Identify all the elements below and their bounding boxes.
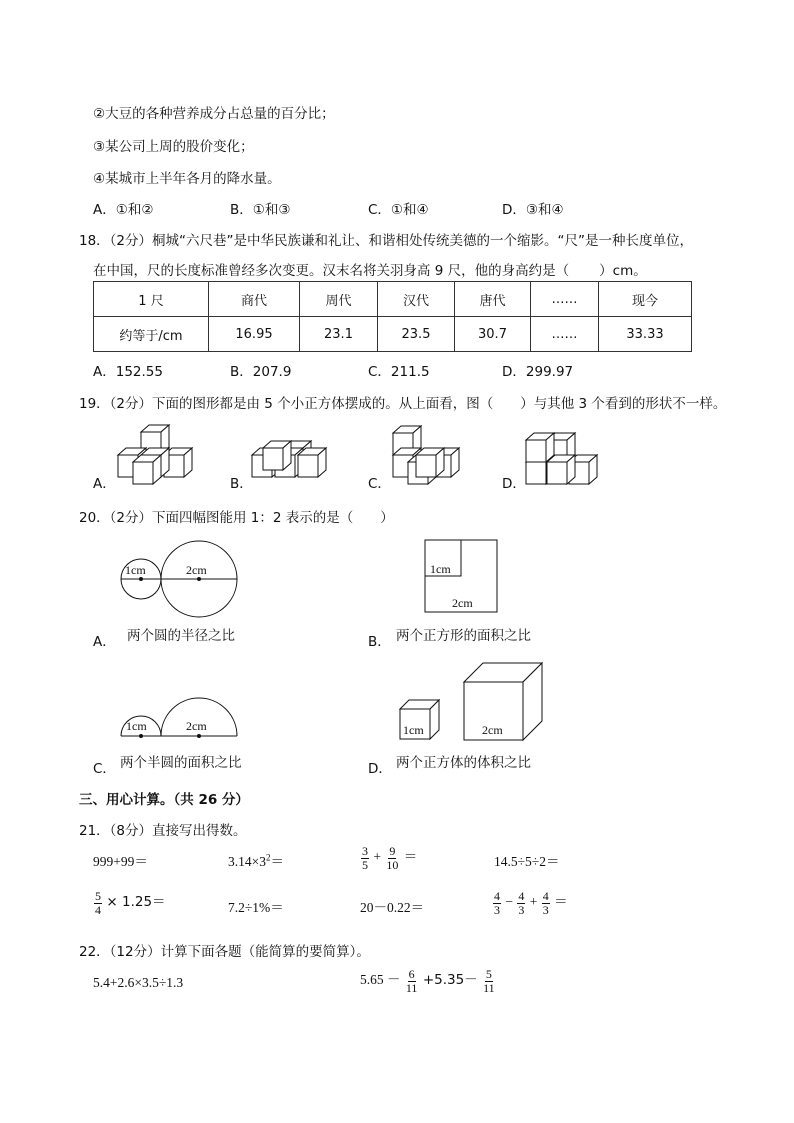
q20-d-large-label: 2cm — [482, 723, 503, 737]
table-cell: 23.1 — [300, 317, 378, 352]
q20-figure-a-circles[interactable] — [121, 541, 237, 617]
table-cell: 16.95 — [209, 317, 300, 352]
q21-r2-d — [492, 890, 568, 916]
q22-e2-pre: 5.65 － — [360, 972, 401, 988]
fraction — [493, 890, 501, 916]
fraction-numerator: 5 — [95, 889, 101, 903]
q20-b-small-label: 1cm — [430, 562, 451, 576]
table-cell: 1 尺 — [94, 282, 209, 317]
q20-caption-b: 两个正方形的面积之比 — [396, 628, 531, 644]
table-cell: 商代 — [209, 282, 300, 317]
fraction-numerator: 9 — [389, 844, 396, 858]
fraction-denominator: 3 — [518, 902, 525, 917]
q20-caption-c: 两个半圆的面积之比 — [120, 755, 242, 771]
table-cell: 约等于/cm — [94, 317, 209, 352]
q20-label-c[interactable]: C． — [93, 761, 116, 777]
q22-expression-2 — [360, 968, 497, 994]
q20-a-large-label: 2cm — [186, 563, 207, 577]
q20-text: 20．（2分）下面四幅图能用 1：2 表示的是（ ） — [79, 510, 394, 526]
table-cell: …… — [531, 317, 599, 352]
q18-option-a[interactable]: A．152.55 — [93, 364, 163, 380]
q20-caption-d: 两个正方体的体积之比 — [396, 755, 531, 771]
q22-expression-1: 5.4+2.6×3.5÷1.3 — [93, 975, 184, 990]
q17-option-a[interactable]: A．①和② — [93, 202, 154, 218]
table-cell: 30.7 — [455, 317, 531, 352]
q17-item-4: ④某城市上半年各月的降水量。 — [93, 171, 281, 187]
fraction-numerator: 4 — [542, 889, 549, 903]
q19-text: 19．（2分）下面的图形都是由 5 个小正方体摆成的。从上面看，图（ ）与其他 3 个看到的形状不一样。 — [79, 396, 727, 412]
q21-r2-a-rest: × 1.25＝ — [106, 894, 166, 911]
fraction — [361, 845, 369, 871]
q18-option-c[interactable]: C．211.5 — [368, 364, 430, 380]
fraction — [542, 890, 550, 916]
q21-r1-d: 14.5÷5÷2＝ — [494, 854, 560, 869]
table-cell: 现今 — [599, 282, 692, 317]
fraction-denominator: 4 — [95, 902, 101, 917]
q19-label-d[interactable]: D． — [502, 476, 526, 492]
q21-text: 21．（8分）直接写出得数。 — [79, 823, 247, 839]
q21-r1-b-equals: ＝ — [270, 854, 284, 869]
fraction-denominator: 11 — [483, 980, 495, 995]
table-cell: …… — [531, 282, 599, 317]
q21-r2-b: 7.2÷1%＝ — [228, 900, 284, 915]
fraction — [517, 890, 525, 916]
fraction — [405, 968, 419, 994]
q17-item-2: ②大豆的各种营养成分占总量的百分比； — [93, 106, 335, 122]
table-cell: 33.33 — [599, 317, 692, 352]
q19-label-a[interactable]: A． — [93, 476, 116, 492]
table-cell: 周代 — [300, 282, 378, 317]
q21-r1-c — [360, 845, 417, 871]
fraction-denominator: 3 — [494, 902, 500, 917]
q20-label-b[interactable]: B． — [368, 634, 391, 650]
q20-c-large-label: 2cm — [186, 719, 207, 733]
fraction — [482, 968, 496, 994]
q18-text-line1: 18．（2分）桐城“六尺巷”是中华民族谦和礼让、和谐相处传统美德的一个缩影。“尺”是一种长度单位， — [79, 233, 693, 249]
q20-d-small-label: 1cm — [403, 723, 424, 737]
q17-option-b[interactable]: B．①和③ — [230, 202, 291, 218]
q18-text-line2-b: ）cm。 — [599, 263, 647, 279]
operator: + — [373, 849, 381, 865]
q17-item-3: ③某公司上周的股价变化； — [93, 139, 254, 155]
q20-label-d[interactable]: D． — [368, 761, 392, 777]
fraction-denominator: 10 — [386, 857, 399, 872]
q21-r2-a — [93, 890, 166, 916]
q20-label-a[interactable]: A． — [93, 634, 116, 650]
q22-text: 22．（12分）计算下面各题（能简算的要简算）。 — [79, 944, 370, 960]
q18-text-line2-a: 在中国，尺的长度标准曾经多次变更。汉末名将关羽身高 9 尺，他的身高约是（ — [93, 263, 570, 279]
fraction-numerator: 5 — [485, 967, 492, 981]
q20-b-large-label: 2cm — [452, 596, 473, 610]
q18-option-d[interactable]: D．299.97 — [502, 364, 574, 380]
table-cell: 汉代 — [378, 282, 455, 317]
table-cell: 23.5 — [378, 317, 455, 352]
q21-r1-b-base: 3.14×3 — [228, 854, 266, 869]
q21-r1-b-exponent: 2 — [266, 852, 271, 863]
q19-label-b[interactable]: B． — [230, 476, 253, 492]
section-3-heading: 三、用心计算。（共 26 分） — [79, 792, 249, 808]
fraction-denominator: 5 — [362, 857, 368, 872]
operator: − — [505, 894, 513, 910]
q21-r1-a: 999+99＝ — [93, 854, 148, 869]
q20-c-small-label: 1cm — [126, 719, 147, 733]
fraction-denominator: 3 — [542, 902, 549, 917]
q20-caption-a: 两个圆的半径之比 — [127, 628, 235, 644]
equals-sign: ＝ — [403, 849, 418, 865]
fraction-numerator: 3 — [362, 844, 368, 858]
fraction — [385, 845, 399, 871]
fraction-numerator: 4 — [518, 889, 525, 903]
q17-option-d[interactable]: D．③和④ — [502, 202, 564, 218]
equals-sign: ＝ — [554, 894, 568, 910]
q20-a-small-label: 1cm — [125, 563, 146, 577]
q22-e2-mid: +5.35－ — [422, 972, 478, 989]
q21-r1-b — [228, 850, 284, 870]
operator: + — [529, 894, 538, 910]
q18-option-b[interactable]: B．207.9 — [230, 364, 292, 380]
fraction-denominator: 11 — [405, 980, 418, 995]
q17-option-c[interactable]: C．①和④ — [368, 202, 429, 218]
q21-r2-c: 20－0.22＝ — [360, 900, 425, 915]
fraction-numerator: 4 — [494, 889, 500, 903]
q19-label-c[interactable]: C． — [368, 476, 391, 492]
fraction — [94, 890, 102, 916]
table-cell: 唐代 — [455, 282, 531, 317]
fraction-numerator: 6 — [408, 967, 415, 981]
